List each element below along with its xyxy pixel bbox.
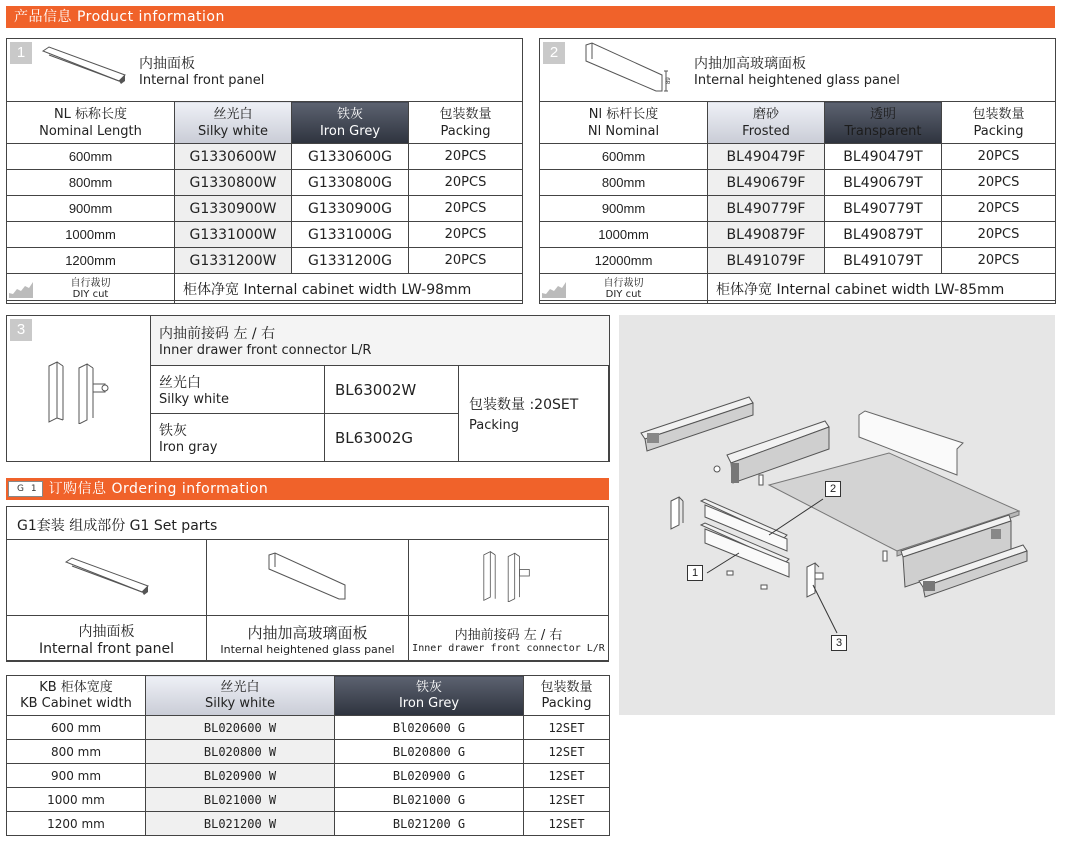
col-header-transparent: 透明 Transparent (825, 102, 942, 144)
part-image-connector (409, 540, 609, 616)
col-header-iron-grey: 铁灰 Iron Grey (292, 102, 409, 144)
table-row: 800mm G1330800W G1330800G 20PCS (7, 170, 523, 196)
diy-note: 柜体净宽 Internal cabinet width LW-85mm (708, 274, 1056, 304)
table-row: 12000mm BL491079F BL491079T 20PCS (540, 248, 1056, 274)
col-header-length: NL 标称长度 Nominal Length (7, 102, 175, 144)
spec-table (539, 101, 1056, 304)
panel-title-en: Internal heightened glass panel (694, 73, 900, 88)
glass-panel-illustration (582, 41, 678, 93)
callout-2: 2 (825, 481, 841, 497)
part-label-glass-panel: 内抽加高玻璃面板 Internal heightened glass panel (207, 616, 409, 662)
front-panel-illustration (41, 45, 127, 85)
table-row: 1200 mm BL021200 W BL021200 G 12SET (7, 812, 610, 836)
diy-cut-cell: 自行裁切 DIY cut (7, 274, 175, 304)
exploded-drawer-diagram (619, 315, 1055, 715)
product-panel-1 (6, 38, 523, 301)
table-row: 1000mm BL490879F BL490879T 20PCS (540, 222, 1056, 248)
height-label: 89 (666, 77, 672, 84)
connector-illustration (45, 360, 115, 424)
set-title: G1套装 组成部份 G1 Set parts (17, 518, 218, 534)
col-header-cabinet-width: KB 柜体宽度 KB Cabinet width (7, 676, 146, 716)
section-title: 产品信息 Product information (14, 9, 225, 25)
code-iron-gray: BL63002G (325, 414, 459, 462)
table-row: 600 mm BL020600 W Bl020600 G 12SET (7, 716, 610, 740)
front-panel-illustration (64, 556, 150, 596)
option-iron-gray: 铁灰 Iron gray (151, 414, 325, 462)
connector-title-cell: 内抽前接码 左 / 右 Inner drawer front connector L/R (151, 316, 610, 366)
set-parts-panel (6, 506, 609, 661)
saw-icon (9, 280, 35, 300)
packing-cell: 包装数量 :20SET Packing (459, 366, 610, 462)
set-parts-table (6, 539, 609, 662)
table-row: 800 mm BL020800 W BL020800 G 12SET (7, 740, 610, 764)
table-row: 800mm BL490679F BL490679T 20PCS (540, 170, 1056, 196)
callout-1: 1 (687, 565, 703, 581)
col-header-packing: 包装数量 Packing (409, 102, 523, 144)
part-image-front-panel (7, 540, 207, 616)
table-row: 600mm G1330600W G1330600G 20PCS (7, 144, 523, 170)
connector-illustration (479, 550, 539, 602)
table-row: 1000mm G1331000W G1331000G 20PCS (7, 222, 523, 248)
part-label-front-panel: 内抽面板 Internal front panel (7, 616, 207, 662)
spec-table (6, 101, 523, 304)
section-header-ordering (6, 478, 609, 500)
panel-number: 3 (10, 319, 32, 341)
section-title: 订购信息 Ordering information (48, 481, 269, 497)
col-header-packing: 包装数量 Packing (524, 676, 610, 716)
panel-title-zh: 内抽面板 (139, 56, 195, 72)
col-header-frosted: 磨砂 Frosted (708, 102, 825, 144)
diy-note: 柜体净宽 Internal cabinet width LW-98mm (175, 274, 523, 304)
diy-row (540, 274, 1056, 304)
panel-number: 1 (10, 42, 32, 64)
option-silky-white: 丝光白 Silky white (151, 366, 325, 414)
saw-icon (542, 280, 568, 300)
table-row: 600mm BL490479F BL490479T 20PCS (540, 144, 1056, 170)
part-image-glass-panel (207, 540, 409, 616)
table-row: 1000 mm BL021000 W BL021000 G 12SET (7, 788, 610, 812)
product-panel-3 (6, 315, 609, 462)
code-silky-white: BL63002W (325, 366, 459, 414)
panel-title-zh: 内抽加高玻璃面板 (694, 56, 806, 72)
col-header-length: Nl 标杆长度 Nl Nominal (540, 102, 708, 144)
col-header-packing: 包装数量 Packing (942, 102, 1056, 144)
callout-3: 3 (831, 635, 847, 651)
connector-table (150, 315, 610, 462)
panel-title-en: Internal front panel (139, 73, 265, 88)
drawer-assembly-illustration (619, 315, 1055, 715)
col-header-silky-white: 丝光白 Silky white (146, 676, 335, 716)
table-row: 1200mm G1331200W G1331200G 20PCS (7, 248, 523, 274)
section-header-product-info (6, 6, 1055, 28)
table-row: 900 mm BL020900 W BL020900 G 12SET (7, 764, 610, 788)
part-label-connector: 内抽前接码 左 / 右 Inner drawer front connector L/R (409, 616, 609, 662)
diy-row (7, 274, 523, 304)
panel-number: 2 (543, 42, 565, 64)
product-panel-2 (539, 38, 1056, 301)
g1-tag: G 1 (8, 481, 43, 497)
table-row: 900mm BL490779F BL490779T 20PCS (540, 196, 1056, 222)
kb-table-wrap (6, 675, 610, 836)
col-header-iron-grey: 铁灰 Iron Grey (335, 676, 524, 716)
kb-table (6, 675, 610, 836)
glass-panel-illustration (265, 551, 351, 601)
table-row: 900mm G1330900W G1330900G 20PCS (7, 196, 523, 222)
diy-cut-cell: 自行裁切 DIY cut (540, 274, 708, 304)
col-header-silky-white: 丝光白 Silky white (175, 102, 292, 144)
